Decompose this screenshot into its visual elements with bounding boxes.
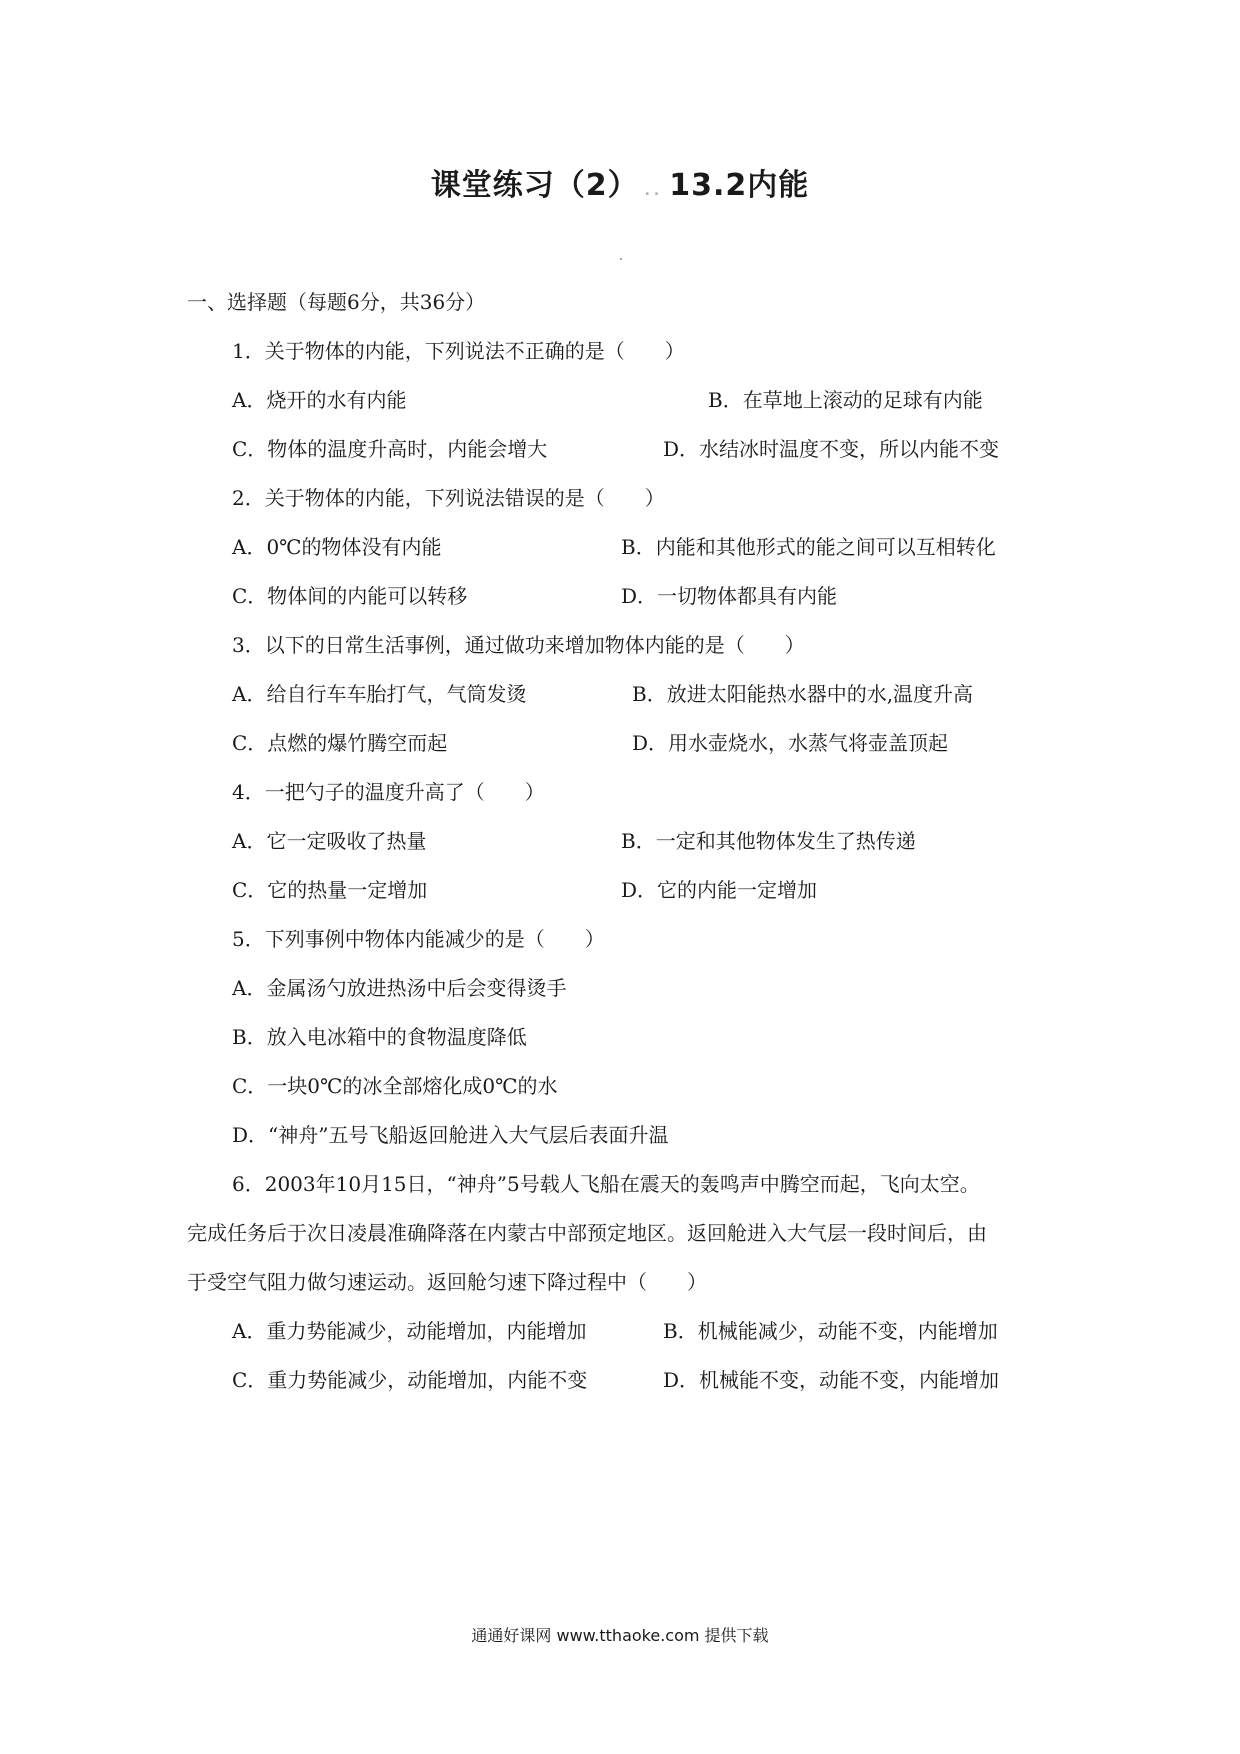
question-2-option-d: D．一切物体都具有内能 [621, 584, 838, 608]
title-main: 课堂练习（2） [430, 168, 639, 203]
page-title [0, 160, 1240, 204]
question-3-option-a: A．给自行车车胎打气，气筒发烫 [232, 682, 527, 706]
question-4-option-a: A．它一定吸收了热量 [232, 829, 427, 853]
question-6-option-d: D．机械能不变，动能不变，内能增加 [663, 1368, 1000, 1392]
section-heading: 一、选择题（每题6分，共36分） [187, 290, 486, 314]
question-5-option-a: A．金属汤勺放进热汤中后会变得烫手 [232, 976, 567, 1000]
question-2-stem: 2．关于物体的内能，下列说法错误的是（ ） [232, 486, 665, 510]
question-3-option-c: C．点燃的爆竹腾空而起 [232, 731, 448, 755]
question-2-option-a: A．0℃的物体没有内能 [232, 535, 442, 559]
scan-speck [620, 258, 622, 260]
question-1-option-a: A．烧开的水有内能 [232, 388, 407, 412]
question-1-option-b: B．在草地上滚动的足球有内能 [708, 388, 983, 412]
question-2-option-c: C．物体间的内能可以转移 [232, 584, 468, 608]
question-4-option-c: C．它的热量一定增加 [232, 878, 428, 902]
question-3-stem: 3．以下的日常生活事例，通过做功来增加物体内能的是（ ） [232, 633, 805, 657]
question-4-option-b: B．一定和其他物体发生了热传递 [621, 829, 916, 853]
question-5-option-b: B．放入电冰箱中的食物温度降低 [232, 1025, 527, 1049]
question-4-stem: 4．一把勺子的温度升高了（ ） [232, 780, 545, 804]
question-6-stem-line-3: 于受空气阻力做匀速运动。返回舱匀速下降过程中（ ） [187, 1270, 707, 1294]
question-3-option-d: D．用水壶烧水，水蒸气将壶盖顶起 [632, 731, 949, 755]
title-dots: .. [644, 183, 664, 199]
question-6-option-c: C．重力势能减少，动能增加，内能不变 [232, 1368, 588, 1392]
question-1-option-d: D．水结冰时温度不变，所以内能不变 [663, 437, 1000, 461]
question-6-option-a: A．重力势能减少，动能增加，内能增加 [232, 1319, 587, 1343]
question-2-option-b: B．内能和其他形式的能之间可以互相转化 [621, 535, 996, 559]
question-3-option-b: B．放进太阳能热水器中的水,温度升高 [632, 682, 974, 706]
question-6-stem-line-1: 6．2003年10月15日，“神舟”5号载人飞船在震天的轰鸣声中腾空而起，飞向太空。 [232, 1172, 980, 1196]
question-5-stem: 5．下列事例中物体内能减少的是（ ） [232, 927, 605, 951]
question-5-option-c: C．一块0℃的冰全部熔化成0℃的水 [232, 1074, 558, 1098]
question-1-option-c: C．物体的温度升高时，内能会增大 [232, 437, 548, 461]
question-4-option-d: D．它的内能一定增加 [621, 878, 818, 902]
title-topic: 13.2内能 [669, 168, 810, 203]
question-6-option-b: B．机械能减少，动能不变，内能增加 [663, 1319, 998, 1343]
footer-credit: 通通好课网 www.tthaoke.com 提供下载 [471, 1626, 769, 1645]
question-6-stem-line-2: 完成任务后于次日凌晨准确降落在内蒙古中部预定地区。返回舱进入大气层一段时间后，由 [187, 1221, 987, 1245]
question-1-stem: 1．关于物体的内能，下列说法不正确的是（ ） [232, 339, 685, 363]
question-5-option-d: D．“神舟”五号飞船返回舱进入大气层后表面升温 [232, 1123, 669, 1147]
